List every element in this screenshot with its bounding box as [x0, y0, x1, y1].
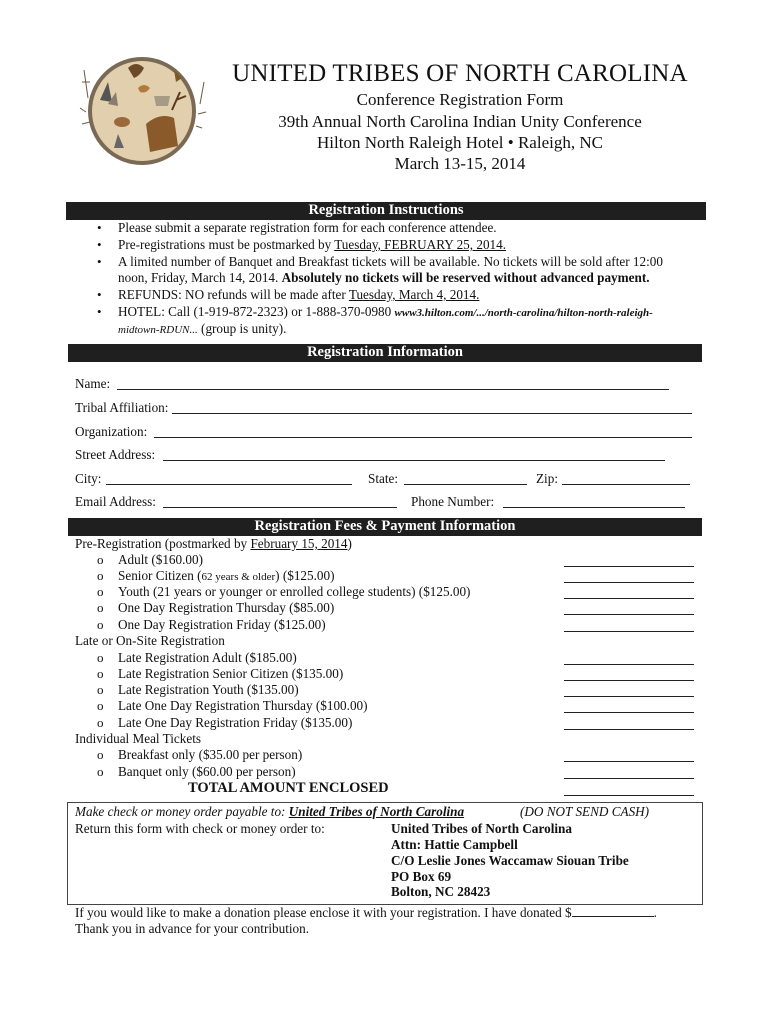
fee-late-youth-amount[interactable] — [564, 696, 694, 697]
fee-youth: Youth (21 years or younger or enrolled college students) ($125.00) — [118, 584, 471, 599]
bullet: • — [97, 287, 102, 302]
fee-late-senior: Late Registration Senior Citizen ($135.00) — [118, 666, 344, 681]
fee-banquet: Banquet only ($60.00 per person) — [118, 764, 296, 779]
hotel-link[interactable]: www3.hilton.com/.../north-carolina/hilton-north-raleigh- — [394, 307, 653, 319]
state-field[interactable] — [404, 484, 527, 485]
conference-dates: March 13-15, 2014 — [394, 154, 526, 173]
state-label: State: — [368, 471, 399, 486]
donation-amount-field[interactable] — [572, 905, 654, 917]
form-org-title: UNITED TRIBES OF NORTH CAROLINA — [232, 60, 688, 87]
instruction-tickets-l1: A limited number of Banquet and Breakfast tickets will be available. No tickets will be sold after 12:00 — [118, 254, 663, 269]
donation-line: If you would like to make a donation please enclose it with your registration. I have donated $ . — [75, 905, 657, 920]
fee-one-day-thursday: One Day Registration Thursday ($85.00) — [118, 600, 335, 615]
name-field[interactable] — [117, 389, 669, 390]
fee-one-day-friday-amount[interactable] — [564, 631, 694, 632]
mail-address-1: United Tribes of North Carolina — [391, 821, 572, 836]
fee-one-day-thursday-amount[interactable] — [564, 614, 694, 615]
total-label: TOTAL AMOUNT ENCLOSED — [188, 780, 389, 796]
bullet: • — [97, 220, 102, 235]
form-title: Conference Registration Form — [356, 90, 564, 109]
payable-line: Make check or money order payable to: United Tribes of North Carolina — [75, 804, 465, 819]
fee-late-thursday-amount[interactable] — [564, 712, 694, 713]
instructions-heading: Registration Instructions — [66, 202, 706, 220]
option-circle[interactable]: o — [97, 584, 104, 599]
street-address-field[interactable] — [163, 460, 665, 461]
return-label: Return this form with check or money order to: — [75, 821, 325, 836]
email-field[interactable] — [163, 507, 397, 508]
bullet: • — [97, 237, 102, 252]
fees-heading: Registration Fees & Payment Information — [68, 518, 702, 536]
bullet: • — [97, 304, 102, 319]
mail-address-5: Bolton, NC 28423 — [391, 884, 491, 899]
name-label: Name: — [75, 376, 111, 391]
instruction-tickets-l2: noon, Friday, March 14, 2014. Absolutely no tickets will be reserved without advanced payment. — [118, 270, 650, 285]
option-circle[interactable]: o — [97, 552, 104, 567]
fee-one-day-friday: One Day Registration Friday ($125.00) — [118, 617, 326, 632]
late-registration-label: Late or On-Site Registration — [75, 633, 225, 648]
tribe-seal-logo — [78, 52, 210, 170]
city-field[interactable] — [106, 484, 352, 485]
option-circle[interactable]: o — [97, 682, 104, 697]
fee-late-youth: Late Registration Youth ($135.00) — [118, 682, 299, 697]
conference-venue: Hilton North Raleigh Hotel • Raleigh, NC — [317, 133, 603, 152]
instruction-refunds: REFUNDS: NO refunds will be made after Tuesday, March 4, 2014. — [118, 287, 480, 302]
organization-field[interactable] — [154, 437, 692, 438]
email-label: Email Address: — [75, 494, 156, 509]
phone-field[interactable] — [503, 507, 685, 508]
fee-banquet-amount[interactable] — [564, 778, 694, 779]
option-circle[interactable]: o — [97, 747, 104, 762]
fee-adult-amount[interactable] — [564, 566, 694, 567]
fee-late-friday-amount[interactable] — [564, 729, 694, 730]
fee-breakfast-amount[interactable] — [564, 761, 694, 762]
option-circle[interactable]: o — [97, 698, 104, 713]
instruction-separate-form: Please submit a separate registration form for each conference attendee. — [118, 220, 497, 235]
organization-label: Organization: — [75, 424, 148, 439]
mail-address-3: C/O Leslie Jones Waccamaw Siouan Tribe — [391, 853, 629, 868]
thanks-line: Thank you in advance for your contribution. — [75, 921, 310, 936]
total-amount-field[interactable] — [564, 795, 694, 796]
conference-name: 39th Annual North Carolina Indian Unity Conference — [278, 112, 642, 131]
pre-registration-label: Pre-Registration (postmarked by February 15, 2014) — [75, 536, 352, 551]
street-address-label: Street Address: — [75, 447, 156, 462]
instruction-postmark: Pre-registrations must be postmarked by Tuesday, FEBRUARY 25, 2014. — [118, 237, 507, 252]
option-circle[interactable]: o — [97, 568, 104, 583]
option-circle[interactable]: o — [97, 666, 104, 681]
fee-senior-amount[interactable] — [564, 582, 694, 583]
hotel-link-cont[interactable]: midtown-RDUN... — [118, 324, 198, 336]
meal-tickets-label: Individual Meal Tickets — [75, 731, 202, 746]
tribal-affiliation-field[interactable] — [172, 413, 692, 414]
phone-label: Phone Number: — [411, 494, 495, 509]
fee-late-senior-amount[interactable] — [564, 680, 694, 681]
mail-address-2: Attn: Hattie Campbell — [391, 837, 518, 852]
option-circle[interactable]: o — [97, 764, 104, 779]
zip-field[interactable] — [562, 484, 690, 485]
option-circle[interactable]: o — [97, 600, 104, 615]
mail-address-4: PO Box 69 — [391, 869, 452, 884]
fee-late-thursday: Late One Day Registration Thursday ($100.00) — [118, 698, 368, 713]
instruction-hotel-l2: midtown-RDUN... (group is unity). — [118, 321, 287, 336]
option-circle[interactable]: o — [97, 715, 104, 730]
instruction-hotel: HOTEL: Call (1-919-872-2323) or 1-888-370-0980 www3.hilton.com/.../north-carolina/hilton-north-raleigh- — [118, 304, 653, 319]
fee-adult: Adult ($160.00) — [118, 552, 203, 567]
option-circle[interactable]: o — [97, 650, 104, 665]
info-heading: Registration Information — [68, 344, 702, 362]
no-cash-note: (DO NOT SEND CASH) — [520, 804, 650, 819]
option-circle[interactable]: o — [97, 617, 104, 632]
fee-late-adult-amount[interactable] — [564, 664, 694, 665]
city-label: City: — [75, 471, 102, 486]
fee-youth-amount[interactable] — [564, 598, 694, 599]
bullet: • — [97, 254, 102, 269]
tribal-affiliation-label: Tribal Affiliation: — [75, 400, 169, 415]
zip-label: Zip: — [536, 471, 558, 486]
fee-late-adult: Late Registration Adult ($185.00) — [118, 650, 297, 665]
fee-late-friday: Late One Day Registration Friday ($135.00) — [118, 715, 353, 730]
fee-senior: Senior Citizen (62 years & older) ($125.00) — [118, 568, 335, 583]
fee-breakfast: Breakfast only ($35.00 per person) — [118, 747, 303, 762]
